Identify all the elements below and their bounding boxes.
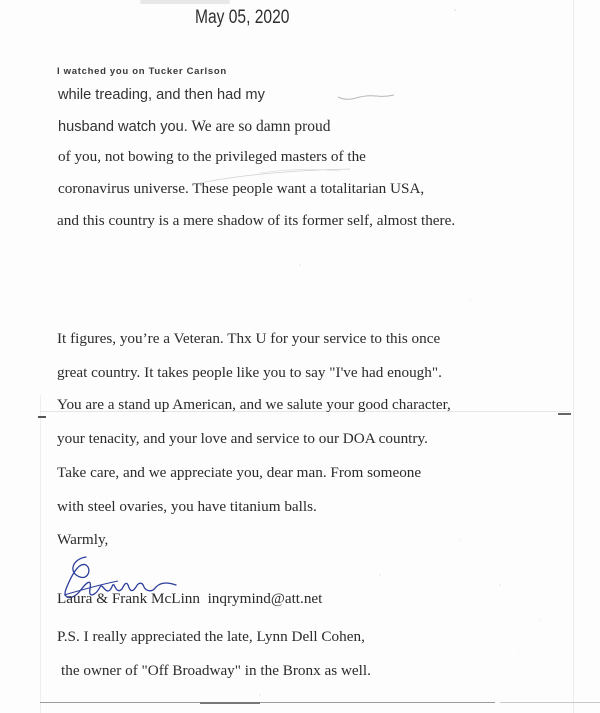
body-line: Take care, and we appreciate you, dear man. From someone bbox=[57, 464, 422, 481]
body-line: and this country is a mere shadow of its former self, almost there. bbox=[57, 212, 456, 229]
margin-mark bbox=[558, 413, 571, 415]
body-line: You are a stand up American, and we salute your good character, bbox=[57, 396, 451, 413]
body-line: of you, not bowing to the privileged masters of the bbox=[58, 148, 366, 165]
letter-date: May 05, 2020 bbox=[195, 7, 290, 28]
body-line-part: We are so damn proud bbox=[187, 118, 331, 135]
sender-names: Laura & Frank McLinn bbox=[57, 590, 200, 607]
postscript-line: P.S. I really appreciated the late, Lynn Dell Cohen, bbox=[57, 628, 365, 645]
pen-squiggle-mark bbox=[336, 92, 396, 102]
body-line: great country. It takes people like you to say "I've had enough". bbox=[57, 364, 442, 381]
scan-smudge bbox=[140, 0, 230, 4]
sender-email: inqrymind@att.net bbox=[207, 590, 323, 607]
closing-salutation: Warmly, bbox=[57, 531, 109, 548]
page-edge bbox=[40, 395, 41, 713]
margin-mark bbox=[38, 416, 46, 418]
body-line: with steel ovaries, you have titanium balls. bbox=[57, 498, 317, 515]
body-line-part: husband watch you. bbox=[58, 119, 188, 135]
body-line: while treading, and then had my bbox=[58, 87, 265, 103]
scan-bottom-edge bbox=[40, 702, 495, 703]
sender-line bbox=[57, 590, 322, 608]
page-edge bbox=[573, 0, 574, 713]
body-line: coronavirus universe. These people want a totalitarian USA, bbox=[58, 180, 425, 197]
postscript-line: the owner of "Off Broadway" in the Bronx as well. bbox=[61, 662, 371, 679]
scan-bottom-edge bbox=[200, 702, 260, 704]
body-line bbox=[58, 118, 330, 136]
body-line: It figures, you’re a Veteran. Thx U for your service to this once bbox=[57, 330, 441, 347]
handwritten-note-line: I watched you on Tucker Carlson bbox=[57, 66, 227, 77]
scan-bottom-edge bbox=[500, 702, 600, 703]
body-line: your tenacity, and your love and service to our DOA country. bbox=[57, 430, 428, 447]
